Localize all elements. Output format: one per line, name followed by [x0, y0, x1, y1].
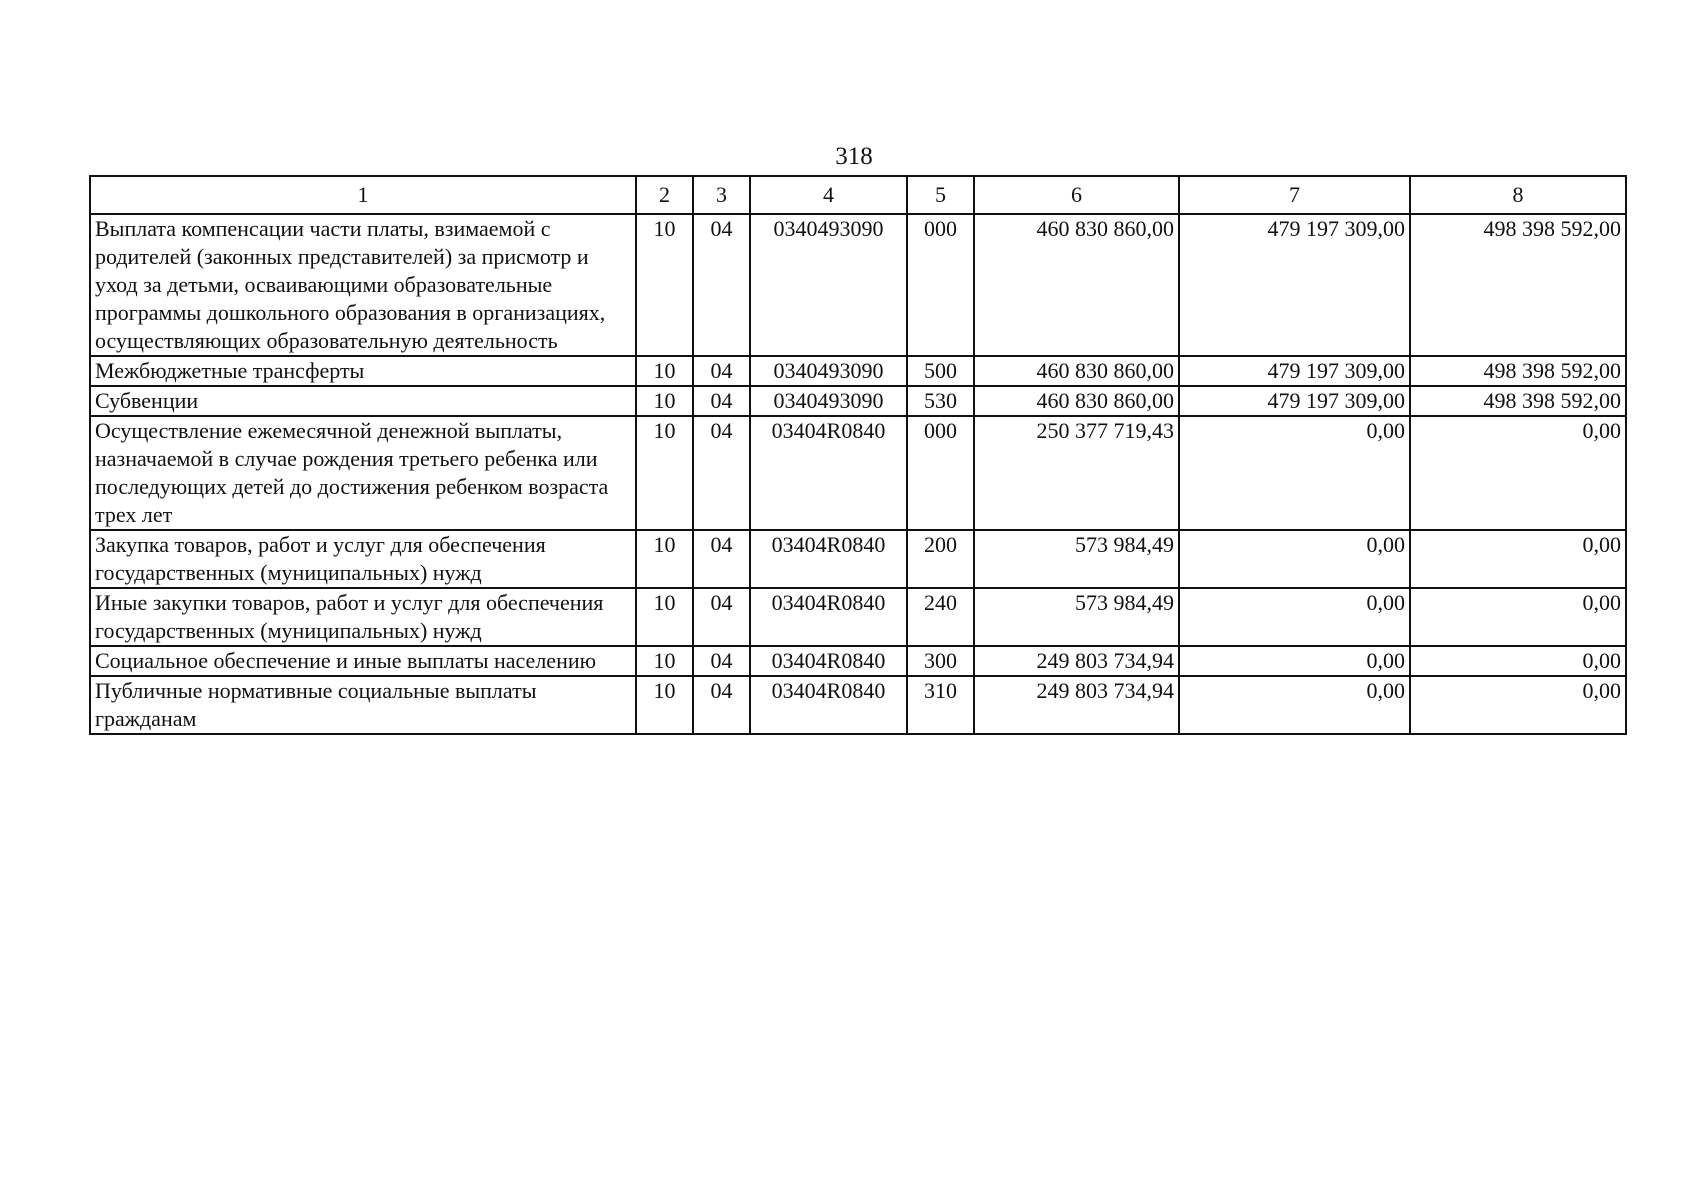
row-amount-6: 249 803 734,94 — [974, 676, 1179, 734]
row-expense-type: 000 — [907, 214, 974, 356]
row-expense-type: 500 — [907, 356, 974, 386]
row-amount-7: 0,00 — [1179, 588, 1410, 646]
row-expense-type: 300 — [907, 646, 974, 676]
row-amount-7: 0,00 — [1179, 530, 1410, 588]
header-col-8: 8 — [1410, 176, 1626, 214]
row-amount-6: 460 830 860,00 — [974, 356, 1179, 386]
row-expense-type: 310 — [907, 676, 974, 734]
row-name: Межбюджетные трансферты — [90, 356, 636, 386]
row-amount-7: 0,00 — [1179, 676, 1410, 734]
table-row — [90, 530, 1626, 588]
row-subsection: 04 — [693, 588, 750, 646]
row-section: 10 — [636, 530, 693, 588]
row-subsection: 04 — [693, 416, 750, 530]
row-amount-7: 0,00 — [1179, 416, 1410, 530]
row-expense-type: 530 — [907, 386, 974, 416]
row-amount-6: 460 830 860,00 — [974, 386, 1179, 416]
row-amount-6: 250 377 719,43 — [974, 416, 1179, 530]
header-col-7: 7 — [1179, 176, 1410, 214]
row-amount-7: 479 197 309,00 — [1179, 214, 1410, 356]
header-col-2: 2 — [636, 176, 693, 214]
header-row — [90, 176, 1626, 214]
row-section: 10 — [636, 214, 693, 356]
row-subsection: 04 — [693, 356, 750, 386]
row-amount-6: 573 984,49 — [974, 588, 1179, 646]
row-amount-8: 0,00 — [1410, 588, 1626, 646]
row-section: 10 — [636, 386, 693, 416]
table-row — [90, 588, 1626, 646]
table-row — [90, 646, 1626, 676]
row-expense-type: 240 — [907, 588, 974, 646]
page-number: 318 — [835, 143, 873, 170]
row-subsection: 04 — [693, 646, 750, 676]
header-col-4: 4 — [750, 176, 907, 214]
row-expense-type: 000 — [907, 416, 974, 530]
row-target-article: 03404R0840 — [750, 416, 907, 530]
row-amount-8: 498 398 592,00 — [1410, 386, 1626, 416]
row-amount-6: 460 830 860,00 — [974, 214, 1179, 356]
row-name: Закупка товаров, работ и услуг для обеспечения государственных (муниципальных) нужд — [90, 530, 636, 588]
row-amount-8: 0,00 — [1410, 646, 1626, 676]
row-subsection: 04 — [693, 676, 750, 734]
row-subsection: 04 — [693, 214, 750, 356]
row-amount-8: 0,00 — [1410, 676, 1626, 734]
table-row — [90, 356, 1626, 386]
header-col-5: 5 — [907, 176, 974, 214]
row-target-article: 03404R0840 — [750, 588, 907, 646]
row-target-article: 03404R0840 — [750, 676, 907, 734]
row-amount-8: 498 398 592,00 — [1410, 356, 1626, 386]
row-amount-8: 0,00 — [1410, 530, 1626, 588]
row-section: 10 — [636, 646, 693, 676]
row-amount-8: 498 398 592,00 — [1410, 214, 1626, 356]
row-subsection: 04 — [693, 386, 750, 416]
row-name: Субвенции — [90, 386, 636, 416]
row-target-article: 0340493090 — [750, 386, 907, 416]
header-col-3: 3 — [693, 176, 750, 214]
table-row — [90, 676, 1626, 734]
table-row — [90, 386, 1626, 416]
row-name: Социальное обеспечение и иные выплаты населению — [90, 646, 636, 676]
budget-table — [89, 175, 1627, 735]
row-amount-6: 573 984,49 — [974, 530, 1179, 588]
header-col-6: 6 — [974, 176, 1179, 214]
row-name: Выплата компенсации части платы, взимаемой с родителей (законных представителей) за присмотр и уход за детьми, осваивающими образовательные программы дошкольного образования в организациях, осуществляющих образовательную деятельность — [90, 214, 636, 356]
row-amount-7: 479 197 309,00 — [1179, 356, 1410, 386]
row-expense-type: 200 — [907, 530, 974, 588]
row-amount-7: 0,00 — [1179, 646, 1410, 676]
row-section: 10 — [636, 676, 693, 734]
table-row — [90, 416, 1626, 530]
row-name: Осуществление ежемесячной денежной выплаты, назначаемой в случае рождения третьего ребенка или последующих детей до достижения ребенком возраста трех лет — [90, 416, 636, 530]
row-amount-7: 479 197 309,00 — [1179, 386, 1410, 416]
row-target-article: 03404R0840 — [750, 530, 907, 588]
row-section: 10 — [636, 416, 693, 530]
table-row — [90, 214, 1626, 356]
row-amount-6: 249 803 734,94 — [974, 646, 1179, 676]
row-section: 10 — [636, 588, 693, 646]
row-target-article: 0340493090 — [750, 356, 907, 386]
row-target-article: 03404R0840 — [750, 646, 907, 676]
header-col-1: 1 — [90, 176, 636, 214]
row-name: Иные закупки товаров, работ и услуг для обеспечения государственных (муниципальных) нужд — [90, 588, 636, 646]
row-target-article: 0340493090 — [750, 214, 907, 356]
row-name: Публичные нормативные социальные выплаты гражданам — [90, 676, 636, 734]
row-section: 10 — [636, 356, 693, 386]
row-amount-8: 0,00 — [1410, 416, 1626, 530]
row-subsection: 04 — [693, 530, 750, 588]
